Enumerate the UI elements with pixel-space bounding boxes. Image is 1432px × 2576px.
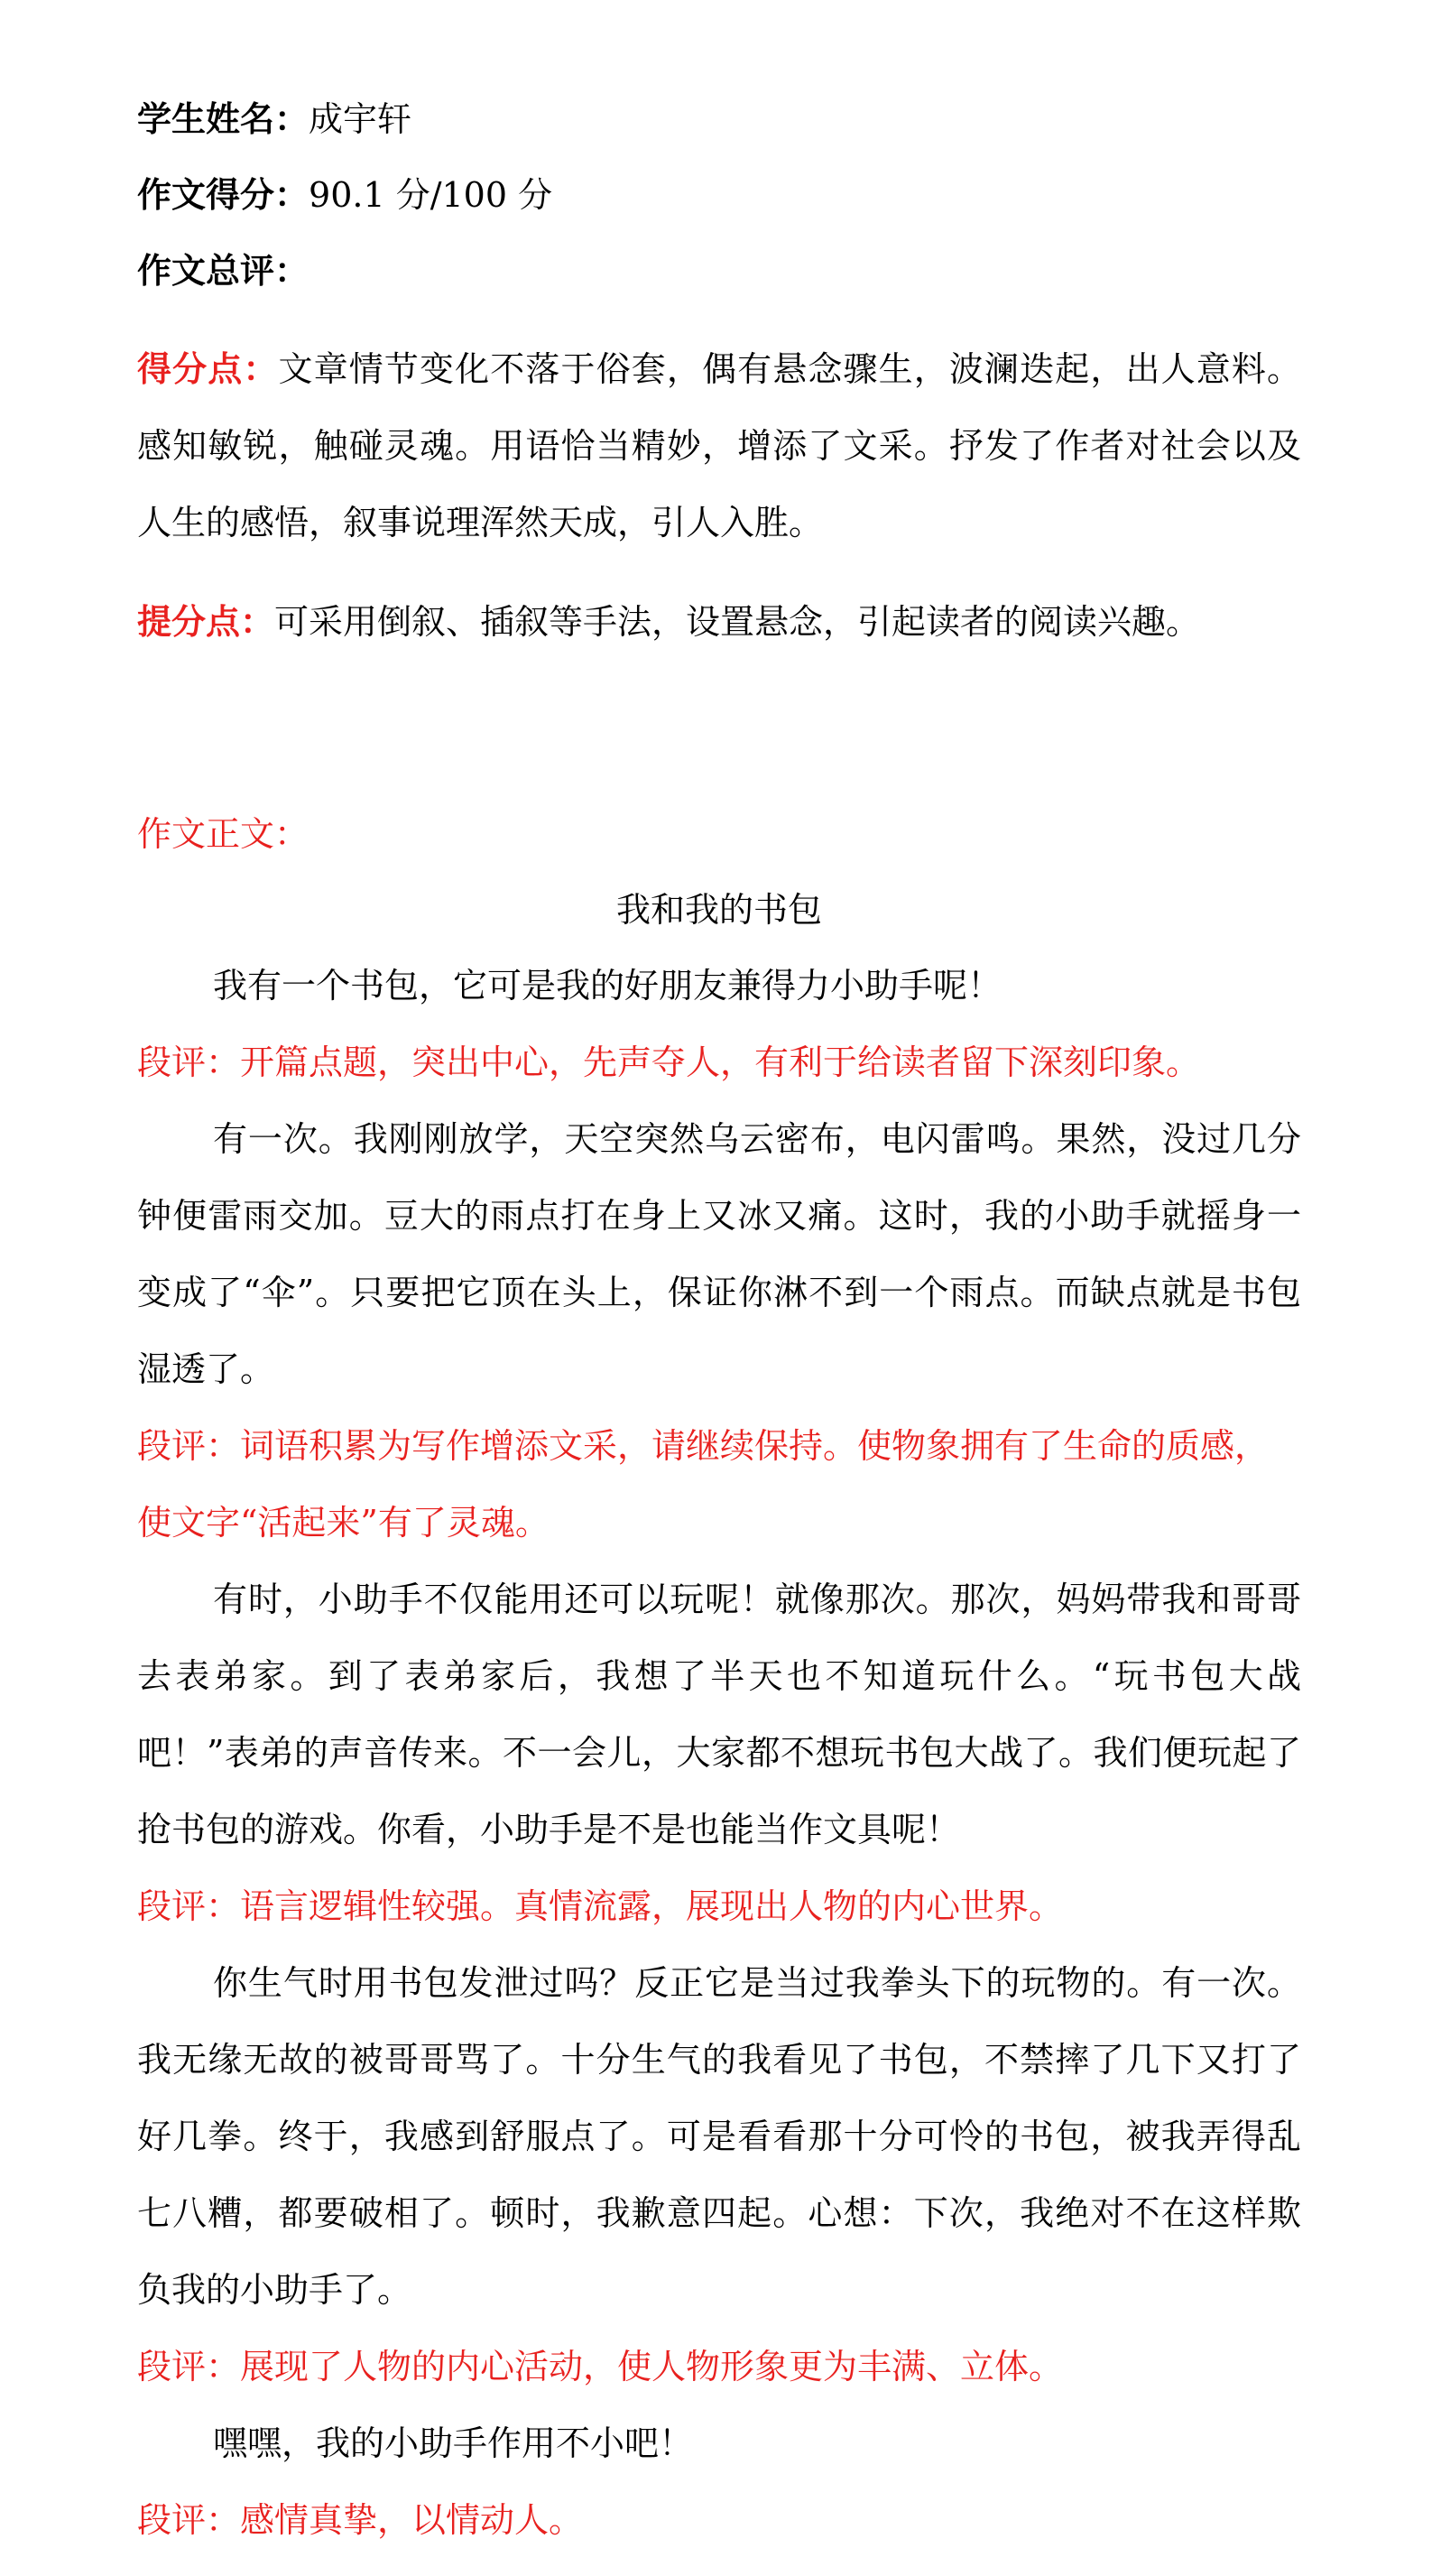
student-name-value: 成宇轩 [309,99,412,139]
essay-body-label: 作文正文： [137,814,309,854]
paragraph-comment: 段评：感情真挚，以情动人。 [137,2500,584,2540]
essay-report [137,81,1301,2559]
improve-text: 可采用倒叙、插叙等手法，设置悬念，引起读者的阅读兴趣。 [274,602,1201,642]
score-value: 90.1 分/100 分 [309,175,553,215]
essay-paragraph: 嘿嘿，我的小助手作用不小吧！ [213,2423,694,2463]
essay-paragraph: 我有一个书包，它可是我的好朋友兼得力小助手呢！ [213,966,1002,1005]
paragraph-comment: 段评：开篇点题，突出中心，先声夺人，有利于给读者留下深刻印象。 [137,1042,1201,1082]
overall-review-label: 作文总评： [137,250,309,291]
student-name-label: 学生姓名： [137,98,309,139]
overall-review-row [137,233,1301,309]
essay-paragraph: 你生气时用书包发泄过吗？反正它是当过我拳头下的玩物的。有一次。我无缘无故的被哥哥骂了。十分生气的我看见了书包，不禁摔了几下又打了好几拳。终于，我感到舒服点了。可是看看那十分可怜的书包，被我弄得乱七八糟，都要破相了。顿时，我歉意四起。心想：下次，我绝对不在这样欺负我的小助手了。 [137,1963,1301,2310]
merit-text: 文章情节变化不落于俗套，偶有悬念骤生，波澜迭起，出人意料。感知敏锐，触碰灵魂。用语恰当精妙，增添了文采。抒发了作者对社会以及人生的感悟，叙事说理浑然天成，引人入胜。 [137,349,1301,542]
essay-title: 我和我的书包 [615,890,822,930]
merit-section [137,330,1301,561]
paragraph-comment: 段评：词语积累为写作增添文采，请继续保持。使物象拥有了生命的质感，使文字“活起来”有了灵魂。 [137,1426,1270,1543]
score-label: 作文得分： [137,174,309,215]
improve-section [137,583,1301,661]
paragraph-comment: 段评：语言逻辑性较强。真情流露，展现出人物的内心世界。 [137,1886,1064,1926]
student-name-row [137,81,1301,157]
essay-paragraph: 有一次。我刚刚放学，天空突然乌云密布，电闪雷鸣。果然，没过几分钟便雷雨交加。豆大的雨点打在身上又冰又痛。这时，我的小助手就摇身一变成了“伞”。只要把它顶在头上，保证你淋不到一个雨点。而缺点就是书包湿透了。 [137,1119,1301,1389]
paragraph-comment: 段评：展现了人物的内心活动，使人物形象更为丰满、立体。 [137,2347,1064,2386]
essay-paragraph: 有时，小助手不仅能用还可以玩呢！就像那次。那次，妈妈带我和哥哥去表弟家。到了表弟家后，我想了半天也不知道玩什么。“玩书包大战吧！”表弟的声音传来。不一会儿，大家都不想玩书包大战了。我们便玩起了抢书包的游戏。你看，小助手是不是也能当作文具呢！ [137,1580,1301,1849]
improve-label: 提分点： [137,601,275,642]
score-row [137,157,1301,233]
merit-label: 得分点： [137,348,279,389]
